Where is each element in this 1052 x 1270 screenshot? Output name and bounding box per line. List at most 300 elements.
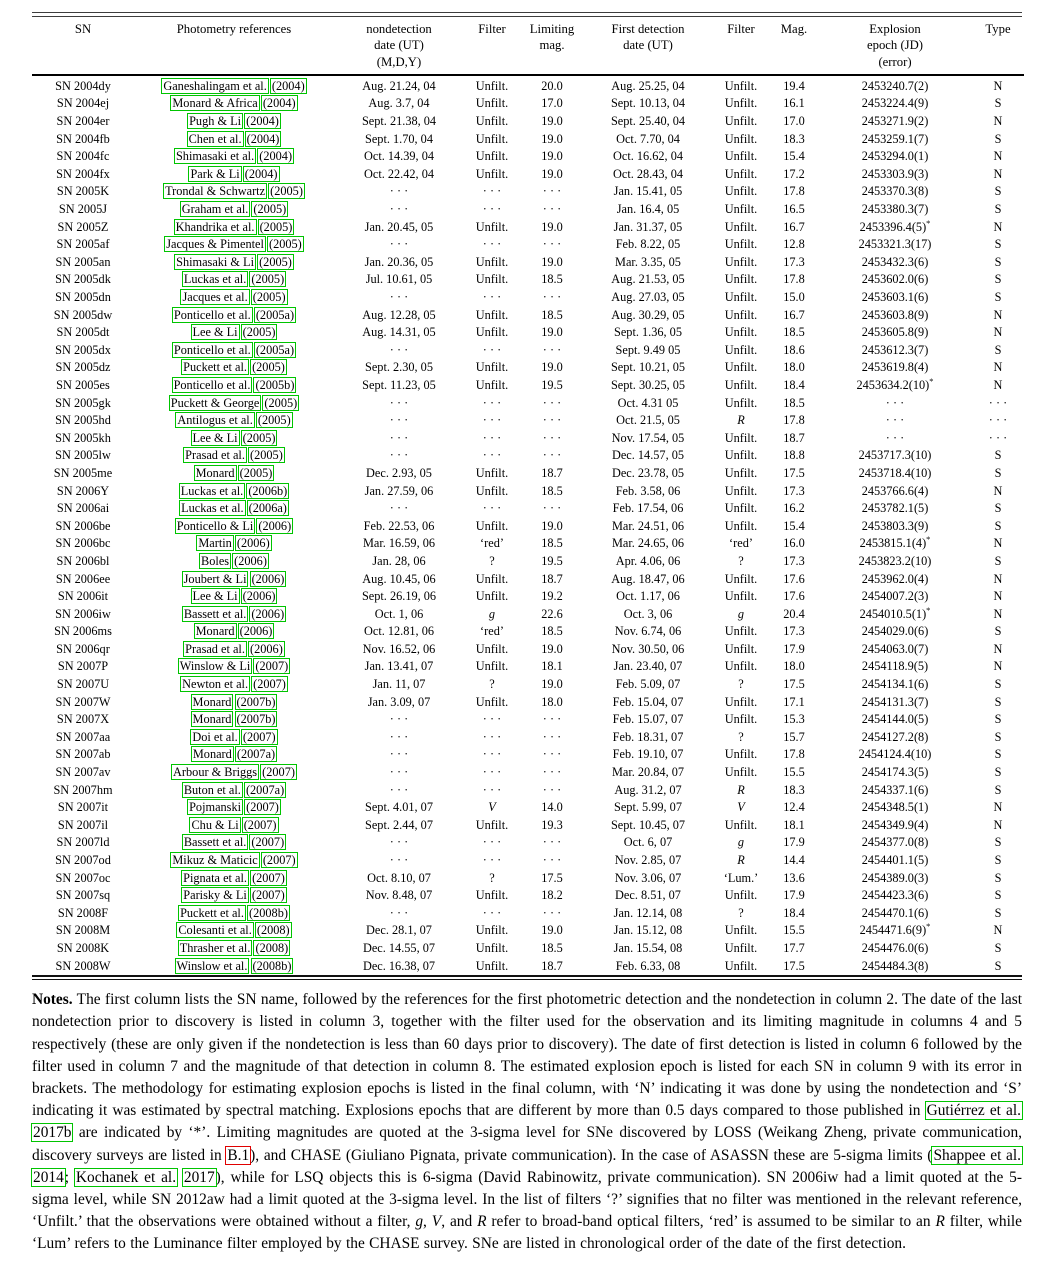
detection-mag: 17.3: [783, 483, 805, 498]
explosion-epoch: 2453603.1(6): [861, 290, 929, 305]
reference-author-link[interactable]: Ganeshalingam et al.: [163, 78, 267, 93]
photometry-reference: [134, 289, 334, 307]
reference-year-link[interactable]: (2004): [246, 131, 280, 146]
first-detection-date: Oct. 6, 07: [623, 835, 673, 850]
reference-year-link[interactable]: (2007): [252, 870, 285, 885]
photometry-reference: [134, 535, 334, 553]
reference-year-link[interactable]: (2005): [250, 448, 283, 463]
sn-name: SN 2005gk: [55, 395, 111, 410]
reference-author-link[interactable]: Monard: [192, 712, 232, 727]
explosion-epoch: 2454174.3(5): [861, 765, 929, 780]
photometry-reference: [134, 377, 334, 395]
epoch-method-type: S: [994, 694, 1002, 709]
reference-year-link[interactable]: (2007): [253, 677, 286, 692]
reference-year-link[interactable]: (2005): [251, 272, 285, 287]
reference-year-link[interactable]: (2005): [252, 360, 285, 375]
sn-name: SN 2008M: [55, 923, 111, 938]
reference-year-link[interactable]: (2008): [256, 923, 290, 938]
sn-name: SN 2005hd: [55, 413, 111, 428]
sn-name: SN 2007od: [55, 853, 111, 868]
detection-mag: 17.5: [783, 677, 805, 692]
limiting-mag: · · ·: [542, 905, 562, 920]
sn-name: SN 2005dn: [55, 290, 111, 305]
limiting-mag: · · ·: [542, 237, 562, 252]
reference-author-link[interactable]: Buton et al.: [183, 782, 241, 797]
nondetection-filter: ?: [489, 870, 495, 885]
table-row: [32, 148, 1024, 166]
detection-mag: 16.7: [783, 219, 805, 234]
nondetection-date: Mar. 16.59, 06: [362, 536, 436, 551]
photometry-reference: [134, 430, 334, 448]
detection-mag: 17.7: [783, 940, 805, 955]
sn-name: SN 2007it: [57, 800, 109, 815]
first-detection-date: Feb. 15.04, 07: [612, 694, 684, 709]
reference-author-link[interactable]: Mikuz & Maticic: [172, 853, 258, 868]
reference-year-link[interactable]: (2007): [246, 800, 279, 815]
sn-name: SN 2005K: [56, 184, 110, 199]
explosion-epoch: 2454470.1(6): [861, 905, 929, 920]
table-row: [32, 729, 1024, 747]
limiting-mag: 19.5: [541, 377, 563, 392]
first-detection-date: Sept. 5.99, 07: [614, 800, 682, 815]
nondetection-filter: Unfilt.: [475, 114, 509, 129]
reference-author-link[interactable]: Park & Li: [190, 166, 240, 181]
detection-filter: Unfilt.: [724, 395, 758, 410]
detection-filter: Unfilt.: [724, 360, 758, 375]
detection-filter: Unfilt.: [724, 184, 758, 199]
reference-author-link[interactable]: Martin: [198, 536, 232, 551]
nondetection-filter: · · ·: [482, 712, 502, 727]
nondetection-filter: · · ·: [482, 747, 502, 762]
sn-name: SN 2005af: [56, 237, 110, 252]
table-row: [32, 922, 1024, 940]
reference-author-link[interactable]: Chu & Li: [191, 817, 239, 832]
nondetection-filter: ?: [489, 677, 495, 692]
reference-author-link[interactable]: Luckas et al.: [181, 501, 244, 516]
reference-year-link[interactable]: (2007): [243, 817, 277, 832]
detection-filter: Unfilt.: [724, 254, 758, 269]
reference-year-link[interactable]: (2005): [252, 290, 286, 305]
detection-filter: Unfilt.: [724, 114, 758, 129]
reference-year-link[interactable]: (2005): [257, 413, 291, 428]
column-header: Type: [985, 21, 1011, 36]
sn-name: SN 2006ms: [54, 624, 112, 639]
detection-mag: 19.4: [783, 78, 805, 93]
epoch-method-type: S: [994, 835, 1002, 850]
reference-year-link[interactable]: (2008b): [252, 958, 292, 973]
reference-author-link[interactable]: Graham et al.: [181, 202, 249, 217]
sn-name: SN 2008K: [56, 940, 110, 955]
detection-filter: ?: [738, 677, 744, 692]
column-header: Explosion epoch (JD) (error): [866, 21, 924, 70]
reference-author-link[interactable]: Antilogus et al.: [177, 413, 253, 428]
limiting-mag: · · ·: [542, 184, 562, 199]
reference-author-link[interactable]: Newton et al.: [182, 677, 249, 692]
citation-link[interactable]: 2014: [33, 1168, 64, 1186]
nondetection-date: Aug. 10.45, 06: [362, 571, 436, 586]
reference-year-link[interactable]: (2006): [251, 606, 285, 621]
first-detection-date: Mar. 24.51, 06: [611, 518, 685, 533]
nondetection-filter: · · ·: [482, 430, 502, 445]
reference-year-link[interactable]: (2006): [234, 553, 267, 568]
sn-photometry-table: [32, 17, 1024, 976]
reference-year-link[interactable]: (2005): [264, 395, 298, 410]
nondetection-date: Sept. 11.23, 05: [362, 377, 436, 392]
nondetection-filter: Unfilt.: [475, 149, 509, 164]
table-row: [32, 606, 1024, 624]
reference-year-link[interactable]: (2007): [242, 729, 276, 744]
first-detection-date: Dec. 8.51, 07: [615, 888, 681, 903]
first-detection-date: Sept. 10.21, 05: [610, 360, 686, 375]
reference-author-link[interactable]: Monard & Africa: [172, 96, 258, 111]
photometry-reference: [134, 465, 334, 483]
explosion-epoch: 2453782.1(5): [861, 501, 929, 516]
photometry-reference: [134, 623, 334, 641]
limiting-mag: 19.0: [541, 149, 563, 164]
detection-mag: 18.0: [783, 659, 805, 674]
epoch-method-type: N: [993, 536, 1003, 551]
photometry-reference: [134, 905, 334, 923]
photometry-reference: [134, 359, 334, 377]
detection-filter: Unfilt.: [724, 747, 758, 762]
detection-filter: R: [737, 853, 745, 868]
limiting-mag: 14.0: [541, 800, 563, 815]
reference-author-link[interactable]: Jacques & Pimentel: [166, 237, 264, 252]
table-row: [32, 131, 1024, 149]
limiting-mag: 20.0: [541, 78, 563, 93]
sn-name: SN 2007il: [57, 817, 109, 832]
first-detection-date: Oct. 4.31 05: [617, 395, 679, 410]
explosion-epoch: 2454131.3(7): [861, 694, 929, 709]
reference-author-link[interactable]: Bassett et al.: [183, 835, 247, 850]
nondetection-date: Jan. 20.36, 05: [364, 254, 434, 269]
detection-filter: R: [737, 413, 745, 428]
sn-name: SN 2004fc: [56, 149, 110, 164]
reference-year-link[interactable]: (2007a): [245, 782, 285, 797]
sn-name: SN 2005es: [56, 377, 110, 392]
limiting-mag: · · ·: [542, 430, 562, 445]
nondetection-date: · · ·: [389, 835, 409, 850]
detection-filter: ‘Lum.’: [723, 870, 759, 885]
reference-author-link[interactable]: Parisky & Li: [183, 888, 247, 903]
notes-text: refer to broad-band optical filters, ‘red’ is assumed to be similar to an: [486, 1213, 936, 1231]
reference-author-link[interactable]: Boles: [201, 553, 230, 568]
reference-author-link[interactable]: Pugh & Li: [189, 114, 242, 129]
reference-year-link[interactable]: (2005): [242, 325, 276, 340]
reference-author-link[interactable]: Ponticello et al.: [173, 307, 251, 322]
citation-link[interactable]: Kochanek et al.: [75, 1168, 177, 1186]
detection-filter: g: [737, 835, 745, 850]
reference-author-link[interactable]: Luckas et al.: [183, 272, 247, 287]
limiting-mag: 18.5: [541, 272, 563, 287]
detection-mag: 16.2: [783, 501, 805, 516]
explosion-epoch: 2453815.1(4)*: [859, 534, 931, 551]
reference-year-link[interactable]: (2007): [251, 835, 285, 850]
sn-name: SN 2005dw: [53, 307, 113, 322]
detection-filter: R: [737, 782, 745, 797]
reference-year-link[interactable]: (2005): [242, 430, 276, 445]
limiting-mag: 18.5: [541, 536, 563, 551]
limiting-mag: 19.0: [541, 923, 563, 938]
photometry-reference: [134, 834, 334, 852]
limiting-mag: 18.0: [541, 694, 563, 709]
reference-year-link[interactable]: (2007): [262, 765, 295, 780]
explosion-epoch: 2453619.8(4): [861, 360, 929, 375]
reference-author-link[interactable]: Chen et al.: [188, 131, 242, 146]
citation-link[interactable]: 2017: [183, 1168, 215, 1186]
citation-link[interactable]: Gutiérrez et al.: [926, 1102, 1021, 1120]
reference-year-link[interactable]: (2005): [253, 202, 287, 217]
table-row: [32, 289, 1024, 307]
reference-author-link[interactable]: Puckett & George: [170, 395, 260, 410]
table-row: [32, 834, 1024, 852]
reference-year-link[interactable]: (2007): [255, 659, 289, 674]
reference-year-link[interactable]: (2005): [270, 184, 303, 199]
first-detection-date: Sept. 10.45, 07: [610, 817, 686, 832]
explosion-epoch: 2454124.4(10): [858, 747, 932, 762]
photometry-reference: [134, 606, 334, 624]
first-detection-date: Jan. 31.37, 05: [613, 219, 683, 234]
citation-link[interactable]: Shappee et al.: [933, 1146, 1021, 1164]
nondetection-filter: Unfilt.: [475, 571, 509, 586]
reference-author-link[interactable]: Joubert & Li: [183, 571, 247, 586]
reference-author-link[interactable]: Winslow et al.: [176, 958, 248, 973]
epoch-method-type: S: [994, 940, 1002, 955]
reference-author-link[interactable]: Puckett et al.: [183, 360, 247, 375]
reference-year-link[interactable]: (2008b): [249, 905, 288, 920]
photometry-reference: [134, 254, 334, 272]
nondetection-date: · · ·: [389, 712, 409, 727]
reference-year-link[interactable]: (2004): [259, 149, 293, 164]
nondetection-date: Aug. 21.24, 04: [362, 78, 436, 93]
detection-mag: 16.7: [783, 307, 805, 322]
reference-author-link[interactable]: Colesanti et al.: [178, 923, 252, 938]
sn-name: SN 2005dx: [55, 342, 111, 357]
reference-year-link[interactable]: (2006b): [248, 483, 288, 498]
reference-author-link[interactable]: Monard: [195, 624, 235, 639]
table-row: [32, 676, 1024, 694]
reference-author-link[interactable]: Monard: [192, 694, 232, 709]
detection-filter: Unfilt.: [724, 483, 758, 498]
reference-author-link[interactable]: Trondal & Schwartz: [165, 184, 266, 199]
detection-mag: 18.8: [783, 448, 805, 463]
nondetection-date: Jan. 27.59, 06: [364, 483, 434, 498]
nondetection-filter: Unfilt.: [475, 888, 509, 903]
photometry-reference: [134, 148, 334, 166]
nondetection-filter: · · ·: [482, 290, 502, 305]
limiting-mag: 18.1: [541, 659, 563, 674]
reference-author-link[interactable]: Ponticello et al.: [173, 342, 251, 357]
nondetection-date: Jul. 10.61, 05: [365, 272, 433, 287]
reference-author-link[interactable]: Luckas et al.: [180, 483, 244, 498]
notes-text: ), and CHASE (Giuliano Pignata, private communication). In the case of ASASSN these are 5-sigma limits (: [250, 1146, 933, 1164]
nondetection-filter: · · ·: [482, 237, 502, 252]
reference-author-link[interactable]: Prasad et al.: [185, 641, 245, 656]
nondetection-filter: · · ·: [482, 835, 502, 850]
reference-author-link[interactable]: Shimasaki & Li: [176, 254, 254, 269]
nondetection-date: · · ·: [389, 413, 409, 428]
reference-year-link[interactable]: (2004): [271, 78, 305, 93]
detection-mag: 18.4: [783, 905, 805, 920]
reference-year-link[interactable]: (2006): [242, 589, 276, 604]
reference-year-link[interactable]: (2006a): [248, 501, 287, 516]
photometry-reference: [134, 342, 334, 360]
reference-year-link[interactable]: (2006): [239, 624, 273, 639]
reference-author-link[interactable]: Lee & Li: [192, 430, 238, 445]
reference-year-link[interactable]: (2004): [246, 114, 279, 129]
limiting-mag: 18.5: [541, 307, 563, 322]
reference-year-link[interactable]: (2006): [251, 571, 285, 586]
detection-filter: ‘red’: [729, 536, 753, 551]
explosion-epoch: · · ·: [885, 413, 905, 428]
reference-year-link[interactable]: (2005a): [255, 342, 295, 357]
first-detection-date: Aug. 30.29, 05: [611, 307, 685, 322]
nondetection-filter: Unfilt.: [475, 659, 509, 674]
reference-year-link[interactable]: (2006): [258, 518, 292, 533]
detection-filter: ?: [738, 553, 744, 568]
reference-year-link[interactable]: (2007a): [236, 747, 276, 762]
nondetection-date: · · ·: [389, 853, 409, 868]
limiting-mag: · · ·: [542, 782, 562, 797]
photometry-reference: [134, 958, 334, 976]
limiting-mag: 19.3: [541, 817, 563, 832]
epoch-method-type: N: [993, 377, 1003, 392]
nondetection-date: Sept. 2.30, 05: [365, 360, 433, 375]
reference-author-link[interactable]: Pignata et al.: [183, 870, 247, 885]
table-row: [32, 711, 1024, 729]
detection-mag: 16.0: [783, 536, 805, 551]
reference-year-link[interactable]: (2006): [250, 641, 283, 656]
nondetection-filter: · · ·: [482, 501, 502, 516]
detection-mag: 17.2: [783, 166, 805, 181]
reference-author-link[interactable]: Jacques et al.: [182, 290, 248, 305]
first-detection-date: Jan. 15.41, 05: [613, 184, 683, 199]
reference-author-link[interactable]: Ponticello & Li: [176, 518, 254, 533]
photometry-reference: [134, 201, 334, 219]
reference-author-link[interactable]: Winslow & Li: [179, 659, 251, 674]
reference-author-link[interactable]: Lee & Li: [192, 325, 238, 340]
reference-author-link[interactable]: Lee & Li: [192, 589, 238, 604]
reference-author-link[interactable]: Monard: [192, 747, 232, 762]
reference-year-link[interactable]: (2006): [236, 536, 270, 551]
nondetection-date: Jan. 3.09, 07: [367, 694, 431, 709]
photometry-reference: [134, 113, 334, 131]
reference-author-link[interactable]: Puckett et al.: [180, 905, 244, 920]
epoch-method-type: · · ·: [988, 430, 1008, 445]
detection-mag: 16.5: [783, 202, 805, 217]
epoch-method-type: S: [994, 905, 1002, 920]
epoch-method-type: S: [994, 131, 1002, 146]
reference-year-link[interactable]: (2005): [268, 237, 302, 252]
reference-author-link[interactable]: Pojmanski: [189, 800, 242, 815]
reference-year-link[interactable]: (2005b): [255, 377, 295, 392]
table-row: [32, 553, 1024, 571]
section-link[interactable]: B.1: [227, 1146, 250, 1164]
table-row: [32, 764, 1024, 782]
reference-author-link[interactable]: Monard: [195, 465, 235, 480]
citation-link[interactable]: 2017b: [33, 1124, 72, 1142]
reference-year-link[interactable]: (2004): [262, 96, 296, 111]
reference-author-link[interactable]: Doi et al.: [192, 729, 238, 744]
limiting-mag: 18.7: [541, 958, 563, 973]
first-detection-date: Jan. 15.54, 08: [613, 940, 683, 955]
table-row: [32, 623, 1024, 641]
table-row: [32, 324, 1024, 342]
reference-author-link[interactable]: Shimasaki et al.: [175, 149, 255, 164]
first-detection-date: Feb. 5.09, 07: [615, 677, 681, 692]
nondetection-filter: V: [488, 800, 496, 815]
notes-text: filter, while ‘Lum’ refers to the Luminance filter employed by the CHASE survey. SNe are listed in chronological order of the date of the first detection.: [32, 1213, 1023, 1253]
reference-author-link[interactable]: Thrasher et al.: [179, 940, 251, 955]
detection-mag: 17.9: [783, 888, 805, 903]
explosion-epoch: 2454144.0(5): [861, 712, 929, 727]
nondetection-filter: Unfilt.: [475, 641, 509, 656]
reference-author-link[interactable]: Ponticello et al.: [173, 377, 251, 392]
reference-year-link[interactable]: (2005): [259, 219, 293, 234]
nondetection-date: · · ·: [389, 448, 409, 463]
reference-year-link[interactable]: (2004): [244, 166, 278, 181]
nondetection-filter: Unfilt.: [475, 325, 509, 340]
photometry-reference: [134, 694, 334, 712]
table-body: [32, 75, 1024, 975]
column-header: SN: [74, 21, 92, 36]
explosion-epoch: 2454377.0(8): [861, 835, 929, 850]
reference-author-link[interactable]: Arbour & Briggs: [173, 765, 258, 780]
detection-mag: 17.3: [783, 254, 805, 269]
table-row: [32, 518, 1024, 536]
reference-year-link[interactable]: (2007): [262, 853, 296, 868]
photometry-reference: [134, 658, 334, 676]
epoch-method-type: S: [994, 624, 1002, 639]
reference-year-link[interactable]: (2007b): [236, 712, 276, 727]
nondetection-filter: Unfilt.: [475, 377, 509, 392]
reference-year-link[interactable]: (2008): [255, 940, 289, 955]
reference-year-link[interactable]: (2005a): [255, 307, 295, 322]
limiting-mag: · · ·: [542, 835, 562, 850]
sn-name: SN 2008F: [57, 905, 109, 920]
table-row: [32, 870, 1024, 888]
epoch-method-type: S: [994, 888, 1002, 903]
limiting-mag: · · ·: [542, 712, 562, 727]
sn-name: SN 2006Y: [56, 483, 110, 498]
reference-year-link[interactable]: (2007b): [236, 694, 276, 709]
detection-mag: 15.5: [783, 923, 805, 938]
reference-year-link[interactable]: (2005): [259, 254, 292, 269]
explosion-epoch: 2453603.8(9): [861, 307, 929, 322]
reference-year-link[interactable]: (2005): [239, 465, 273, 480]
sn-name: SN 2007oc: [55, 870, 111, 885]
nondetection-date: Nov. 16.52, 06: [362, 641, 436, 656]
explosion-epoch: 2453962.0(4): [861, 571, 929, 586]
nondetection-date: Sept. 26.19, 06: [361, 589, 437, 604]
detection-filter: Unfilt.: [724, 342, 758, 357]
detection-filter: V: [737, 800, 745, 815]
explosion-epoch: 2454118.9(5): [861, 659, 929, 674]
photometry-reference: [134, 940, 334, 958]
explosion-epoch: 2454010.5(1)*: [859, 604, 931, 621]
reference-author-link[interactable]: Prasad et al.: [185, 448, 245, 463]
first-detection-date: Sept. 25.40, 04: [610, 114, 686, 129]
nondetection-filter: · · ·: [482, 202, 502, 217]
detection-mag: 14.4: [783, 853, 805, 868]
notes-text: g: [415, 1213, 424, 1231]
detection-mag: 15.5: [783, 765, 805, 780]
photometry-reference: [134, 500, 334, 518]
reference-author-link[interactable]: Bassett et al.: [183, 606, 247, 621]
reference-author-link[interactable]: Khandrika et al.: [175, 219, 255, 234]
reference-year-link[interactable]: (2007): [251, 888, 285, 903]
photometry-reference: [134, 870, 334, 888]
